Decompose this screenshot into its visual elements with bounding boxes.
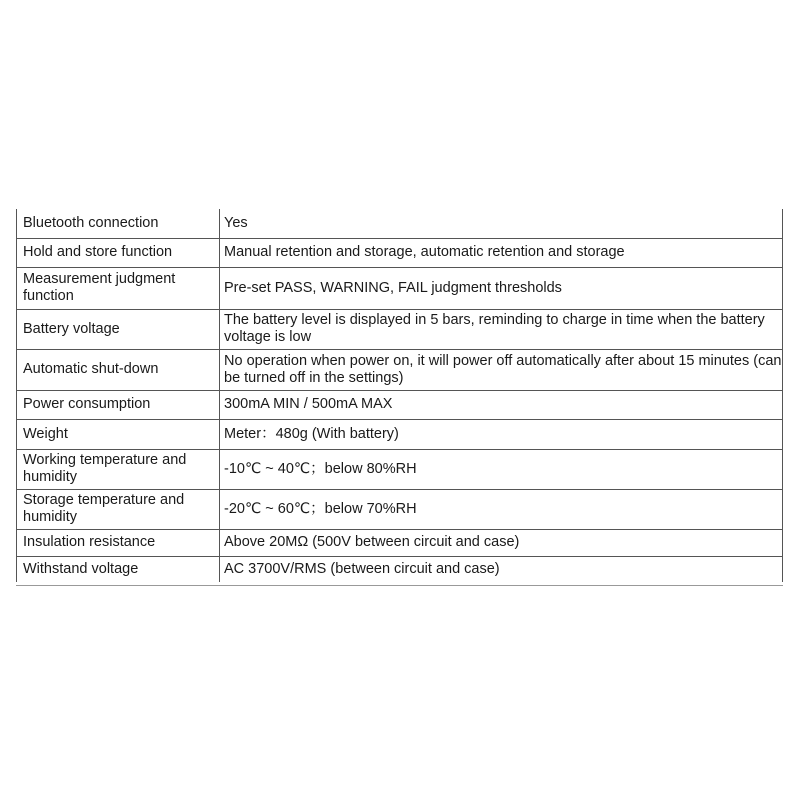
table-bottom-divider [16, 585, 783, 586]
value-cell: -10℃ ~ 40℃；below 80%RH [220, 449, 783, 489]
value-cell: The battery level is displayed in 5 bars, reminding to charge in time when the battery voltage is low [220, 309, 783, 349]
table-row [17, 489, 783, 529]
value-cell: No operation when power on, it will power off automatically after about 15 minutes (can be turned off in the settings) [220, 349, 783, 390]
spec-table [16, 209, 783, 582]
value-cell: Pre-set PASS, WARNING, FAIL judgment thresholds [220, 267, 783, 309]
table-row [17, 209, 783, 238]
value-cell: Above 20MΩ (500V between circuit and case) [220, 529, 783, 556]
table-row [17, 390, 783, 419]
table-row [17, 419, 783, 449]
value-cell: Yes [220, 209, 783, 238]
parameter-cell: Measurement judgment function [17, 267, 220, 309]
parameter-cell: Automatic shut-down [17, 349, 220, 390]
parameter-cell: Weight [17, 419, 220, 449]
table-row [17, 238, 783, 267]
parameter-cell: Working temperature and humidity [17, 449, 220, 489]
parameter-cell: Battery voltage [17, 309, 220, 349]
parameter-cell: Insulation resistance [17, 529, 220, 556]
table-row [17, 529, 783, 556]
parameter-cell: Withstand voltage [17, 556, 220, 582]
parameter-cell: Storage temperature and humidity [17, 489, 220, 529]
parameter-cell: Power consumption [17, 390, 220, 419]
table-row [17, 556, 783, 582]
table-row [17, 267, 783, 309]
value-cell: Manual retention and storage, automatic retention and storage [220, 238, 783, 267]
value-cell: Meter：480g (With battery) [220, 419, 783, 449]
parameter-cell: Bluetooth connection [17, 209, 220, 238]
table-row [17, 309, 783, 349]
value-cell: 300mA MIN / 500mA MAX [220, 390, 783, 419]
table-row [17, 449, 783, 489]
parameter-cell: Hold and store function [17, 238, 220, 267]
value-cell: AC 3700V/RMS (between circuit and case) [220, 556, 783, 582]
value-cell: -20℃ ~ 60℃；below 70%RH [220, 489, 783, 529]
table-row [17, 349, 783, 390]
